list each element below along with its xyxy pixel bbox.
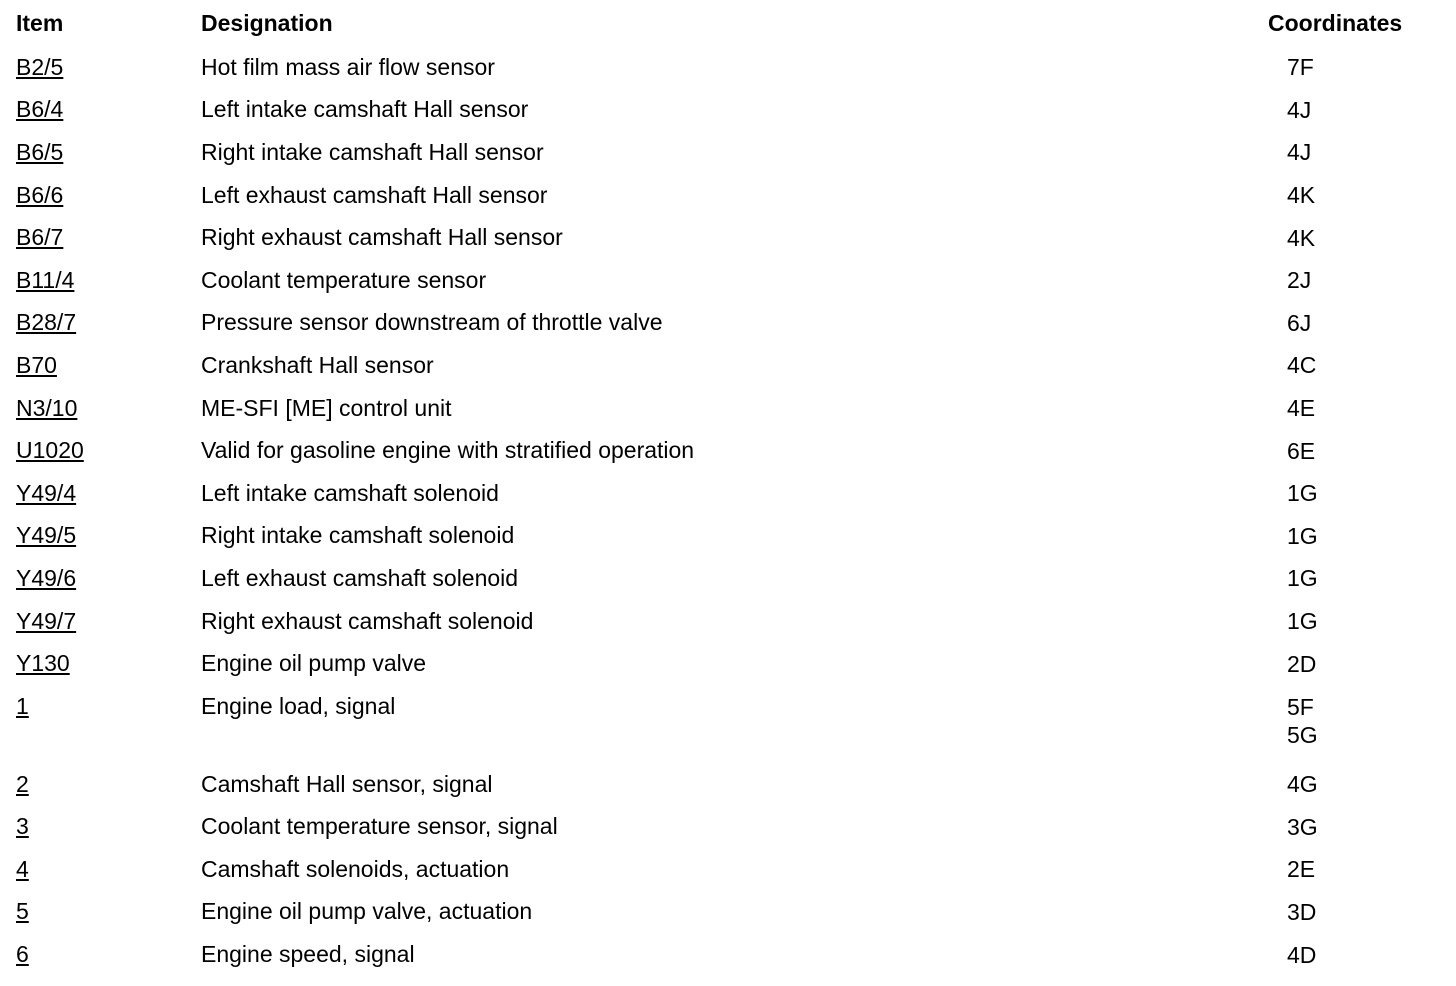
coordinate-value: 1G [1287,608,1318,635]
item-link[interactable]: B6/7 [16,224,64,251]
table-row [16,891,1436,934]
item-cell [16,515,201,558]
item-cell [16,848,201,891]
designation-cell: Coolant temperature sensor, signal [201,813,558,840]
item-link[interactable]: 4 [16,855,29,882]
coordinate-value: 4K [1287,224,1316,251]
designation-cell: Coolant temperature sensor [201,266,487,293]
coordinate-value: 5G [1287,721,1318,748]
table-row [16,685,1436,763]
table-row [16,933,1436,976]
coordinates-column-header: Coordinates [1268,10,1403,36]
coordinate-value: 3D [1287,898,1317,925]
component-legend-table [16,10,1436,976]
coordinates-cell [1268,891,1436,934]
item-cell [16,302,201,345]
designation-cell: Engine oil pump valve [201,650,427,677]
item-cell [16,642,201,685]
item-link[interactable]: Y49/4 [16,479,77,506]
item-cell [16,429,201,472]
coordinates-cell [1268,848,1436,891]
designation-cell: Hot film mass air flow sensor [201,53,495,80]
coordinate-value: 2D [1287,650,1317,677]
coordinates-cell [1268,763,1436,806]
item-link[interactable]: Y49/7 [16,607,77,634]
coordinate-value: 4J [1287,139,1312,166]
item-cell [16,806,201,849]
designation-cell: Left exhaust camshaft solenoid [201,564,519,591]
item-cell [16,387,201,430]
designation-cell: Right exhaust camshaft Hall sensor [201,224,563,251]
table-row [16,600,1436,643]
coordinate-value: 4K [1287,182,1316,209]
item-cell [16,933,201,976]
table-row [16,515,1436,558]
table-row [16,642,1436,685]
table-row [16,429,1436,472]
table-row [16,848,1436,891]
table-header [16,10,1436,46]
item-link[interactable]: N3/10 [16,394,78,421]
item-cell [16,685,201,763]
table-row [16,472,1436,515]
item-link[interactable]: 1 [16,692,29,719]
coordinates-cell [1268,174,1436,217]
designation-cell: Engine speed, signal [201,941,415,968]
item-link[interactable]: Y130 [16,650,70,677]
item-link[interactable]: 5 [16,898,29,925]
coordinates-cell [1268,89,1436,132]
coordinate-value: 6E [1287,437,1316,464]
table-row [16,216,1436,259]
table-row [16,387,1436,430]
item-cell [16,259,201,302]
coordinates-cell [1268,302,1436,345]
designation-cell: Right exhaust camshaft solenoid [201,607,534,634]
coordinate-value: 4E [1287,395,1316,422]
coordinate-value: 4G [1287,771,1318,798]
coordinates-cell [1268,344,1436,387]
item-cell [16,891,201,934]
item-cell [16,46,201,89]
item-link[interactable]: B28/7 [16,309,77,336]
item-cell [16,174,201,217]
table-row [16,344,1436,387]
designation-cell: Right intake camshaft Hall sensor [201,138,544,165]
designation-cell: Camshaft solenoids, actuation [201,855,510,882]
coordinates-cell [1268,472,1436,515]
coordinates-cell [1268,933,1436,976]
coordinates-cell [1268,131,1436,174]
item-link[interactable]: B6/5 [16,138,64,165]
item-link[interactable]: B6/4 [16,96,64,123]
item-link[interactable]: 6 [16,941,29,968]
designation-cell: Camshaft Hall sensor, signal [201,770,493,797]
coordinate-value: 4D [1287,941,1317,968]
coordinates-cell [1268,685,1436,763]
table-row [16,131,1436,174]
table-row [16,89,1436,132]
item-cell [16,600,201,643]
designation-cell: Left intake camshaft Hall sensor [201,96,529,123]
item-cell [16,557,201,600]
coordinates-cell [1268,46,1436,89]
item-cell [16,216,201,259]
table-row [16,302,1436,345]
item-link[interactable]: B11/4 [16,266,75,293]
designation-cell: Pressure sensor downstream of throttle valve [201,309,663,336]
coordinates-cell [1268,600,1436,643]
item-cell [16,89,201,132]
item-column-header: Item [16,10,64,36]
item-link[interactable]: Y49/6 [16,564,77,591]
item-link[interactable]: 3 [16,813,29,840]
coordinates-cell [1268,806,1436,849]
item-cell [16,472,201,515]
item-link[interactable]: Y49/5 [16,522,77,549]
coordinate-value: 6J [1287,309,1312,336]
designation-cell: Left exhaust camshaft Hall sensor [201,181,548,208]
designation-column-header: Designation [201,10,333,36]
coordinates-cell [1268,387,1436,430]
coordinate-value: 1G [1287,522,1318,549]
table-body [16,46,1436,976]
item-cell [16,344,201,387]
coordinate-value: 4C [1287,352,1317,379]
designation-cell: Engine load, signal [201,692,396,719]
item-link[interactable]: B70 [16,351,57,378]
designation-cell: Valid for gasoline engine with stratified operation [201,437,695,464]
designation-cell: Right intake camshaft solenoid [201,522,515,549]
coordinate-value: 3G [1287,813,1318,840]
coordinate-value: 1G [1287,480,1318,507]
coordinate-value: 2J [1287,267,1312,294]
coordinate-value: 5F [1287,693,1314,720]
item-link[interactable]: B6/6 [16,181,64,208]
item-link[interactable]: U1020 [16,437,84,464]
designation-cell: Engine oil pump valve, actuation [201,898,533,925]
coordinates-cell [1268,557,1436,600]
designation-cell: ME-SFI [ME] control unit [201,394,452,421]
coordinate-value: 4J [1287,96,1312,123]
coordinates-cell [1268,429,1436,472]
coordinate-value: 7F [1287,54,1314,81]
item-cell [16,131,201,174]
table-row [16,259,1436,302]
coordinates-cell [1268,642,1436,685]
table-row [16,806,1436,849]
coordinates-cell [1268,216,1436,259]
designation-cell: Left intake camshaft solenoid [201,479,499,506]
header-row [16,10,1436,46]
coordinate-value: 2E [1287,856,1316,883]
item-cell [16,763,201,806]
coordinate-value: 1G [1287,565,1318,592]
table-row [16,557,1436,600]
table-row [16,46,1436,89]
table-row [16,763,1436,806]
designation-cell: Crankshaft Hall sensor [201,351,434,378]
item-link[interactable]: 2 [16,770,29,797]
table-row [16,174,1436,217]
item-link[interactable]: B2/5 [16,53,64,80]
coordinates-cell [1268,259,1436,302]
coordinates-cell [1268,515,1436,558]
